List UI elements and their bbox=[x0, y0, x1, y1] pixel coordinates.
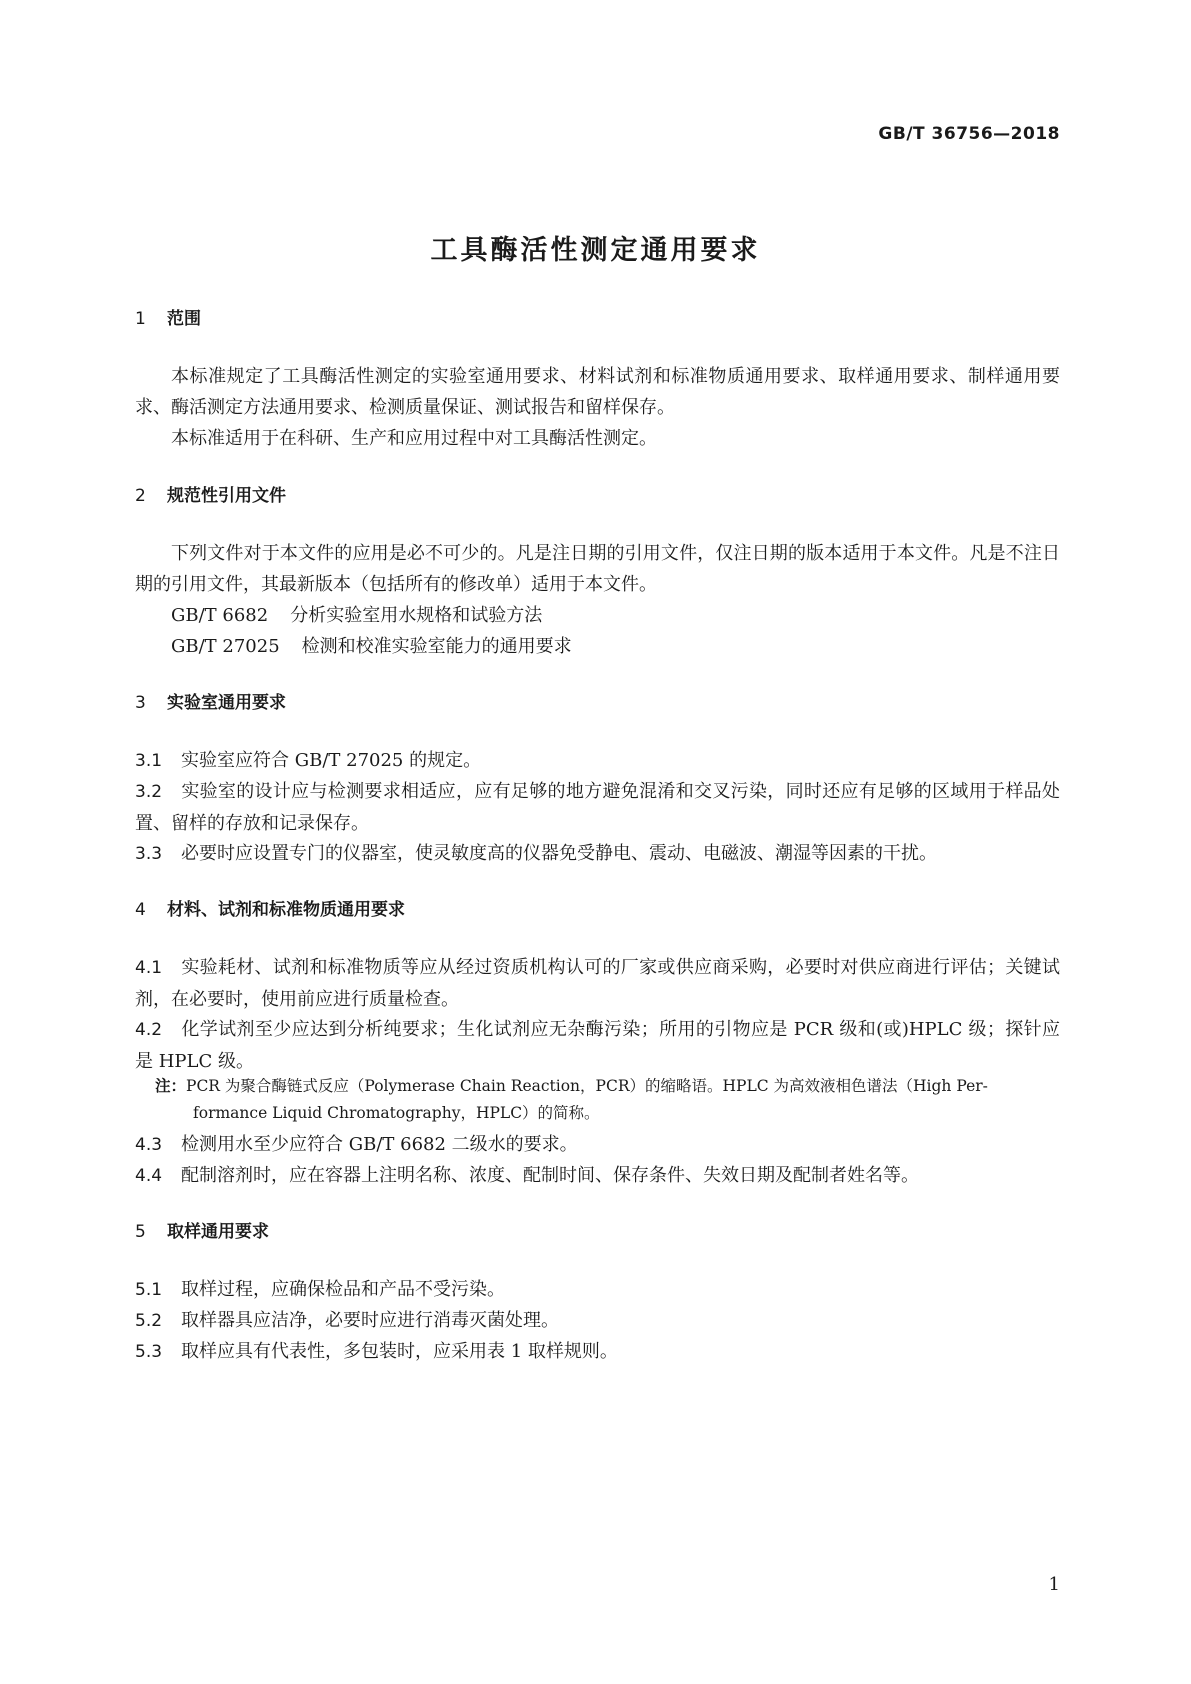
section-title: 材料、试剂和标准物质通用要求 bbox=[167, 900, 405, 920]
clause-number: 3.2 bbox=[135, 782, 163, 802]
clause-text: 取样过程，应确保检品和产品不受污染。 bbox=[181, 1279, 505, 1300]
note-label: 注： bbox=[155, 1077, 187, 1095]
clause-4-3 bbox=[135, 1129, 1060, 1161]
clause-5-1 bbox=[135, 1274, 1060, 1306]
clause-3-3 bbox=[135, 838, 1060, 870]
reference-item bbox=[171, 631, 572, 662]
clause-number: 4.2 bbox=[135, 1020, 163, 1040]
scope-applicability: 本标准适用于在科研、生产和应用过程中对工具酶活性测定。 bbox=[171, 428, 657, 449]
section-5-heading bbox=[135, 1219, 269, 1245]
section-title: 范围 bbox=[167, 309, 201, 329]
clause-4-2 bbox=[135, 1014, 1060, 1077]
clause-number: 4.3 bbox=[135, 1135, 163, 1155]
clause-number: 5.2 bbox=[135, 1311, 163, 1331]
clause-text: 化学试剂至少应达到分析纯要求；生化试剂应无杂酶污染；所用的引物应是 PCR 级和(或)HPLC 级；探针应是 HPLC 级。 bbox=[135, 1019, 1060, 1072]
note-block bbox=[155, 1073, 1060, 1127]
clause-text: 取样器具应洁净，必要时应进行消毒灭菌处理。 bbox=[181, 1310, 559, 1331]
note-text-continued: formance Liquid Chromatography，HPLC）的简称。 bbox=[193, 1104, 600, 1122]
clause-4-4 bbox=[135, 1160, 1060, 1192]
clause-5-3 bbox=[135, 1336, 1060, 1368]
section-title: 实验室通用要求 bbox=[167, 693, 286, 713]
section-title: 规范性引用文件 bbox=[167, 486, 286, 506]
clause-text: 实验室应符合 GB/T 27025 的规定。 bbox=[181, 750, 482, 771]
section-number: 4 bbox=[135, 900, 146, 920]
section-3-heading bbox=[135, 690, 286, 716]
clause-text: 实验室的设计应与检测要求相适应，应有足够的地方避免混淆和交叉污染，同时还应有足够的区域用于样品处置、留样的存放和记录保存。 bbox=[135, 781, 1060, 834]
scope-paragraph: 本标准规定了工具酶活性测定的实验室通用要求、材料试剂和标准物质通用要求、取样通用要求、制样通用要求、酶活测定方法通用要求、检测质量保证、测试报告和留样保存。 bbox=[135, 366, 1060, 418]
clause-number: 4.1 bbox=[135, 958, 163, 978]
clause-5-2 bbox=[135, 1305, 1060, 1337]
clause-number: 3.1 bbox=[135, 751, 163, 771]
section-number: 3 bbox=[135, 693, 146, 713]
clause-text: 必要时应设置专门的仪器室，使灵敏度高的仪器免受静电、震动、电磁波、潮湿等因素的干扰。 bbox=[181, 843, 937, 864]
section-4-heading bbox=[135, 897, 405, 923]
section-title: 取样通用要求 bbox=[167, 1222, 269, 1242]
standard-code: GB/T 36756—2018 bbox=[878, 124, 1060, 144]
note-text: PCR 为聚合酶链式反应（Polymerase Chain Reaction，PCR）的缩略语。HPLC 为高效液相色谱法（High Per- bbox=[186, 1077, 988, 1095]
section-number: 2 bbox=[135, 486, 146, 506]
clause-text: 配制溶剂时，应在容器上注明名称、浓度、配制时间、保存条件、失效日期及配制者姓名等。 bbox=[181, 1165, 919, 1186]
references-intro: 下列文件对于本文件的应用是必不可少的。凡是注日期的引用文件，仅注日期的版本适用于本文件。凡是不注日期的引用文件，其最新版本（包括所有的修改单）适用于本文件。 bbox=[135, 543, 1060, 595]
clause-number: 4.4 bbox=[135, 1166, 163, 1186]
section-number: 5 bbox=[135, 1222, 146, 1242]
reference-item bbox=[171, 600, 542, 631]
clause-number: 3.3 bbox=[135, 844, 163, 864]
section-1-heading bbox=[135, 306, 201, 332]
clause-3-2 bbox=[135, 776, 1060, 839]
clause-text: 实验耗材、试剂和标准物质等应从经过资质机构认可的厂家或供应商采购，必要时对供应商进行评估；关键试剂，在必要时，使用前应进行质量检查。 bbox=[135, 957, 1060, 1010]
clause-number: 5.1 bbox=[135, 1280, 163, 1300]
clause-number: 5.3 bbox=[135, 1342, 163, 1362]
section-number: 1 bbox=[135, 309, 146, 329]
clause-3-1 bbox=[135, 745, 1060, 777]
document-title: 工具酶活性测定通用要求 bbox=[430, 235, 761, 266]
clause-4-1 bbox=[135, 952, 1060, 1015]
reference-code: GB/T 6682 bbox=[171, 605, 269, 626]
clause-text: 取样应具有代表性，多包装时，应采用表 1 取样规则。 bbox=[181, 1341, 618, 1362]
reference-title: 分析实验室用水规格和试验方法 bbox=[290, 605, 543, 626]
clause-text: 检测用水至少应符合 GB/T 6682 二级水的要求。 bbox=[181, 1134, 578, 1155]
section-2-heading bbox=[135, 483, 286, 509]
reference-title: 检测和校准实验室能力的通用要求 bbox=[301, 636, 572, 657]
page-number: 1 bbox=[1048, 1574, 1060, 1595]
reference-code: GB/T 27025 bbox=[171, 636, 280, 657]
